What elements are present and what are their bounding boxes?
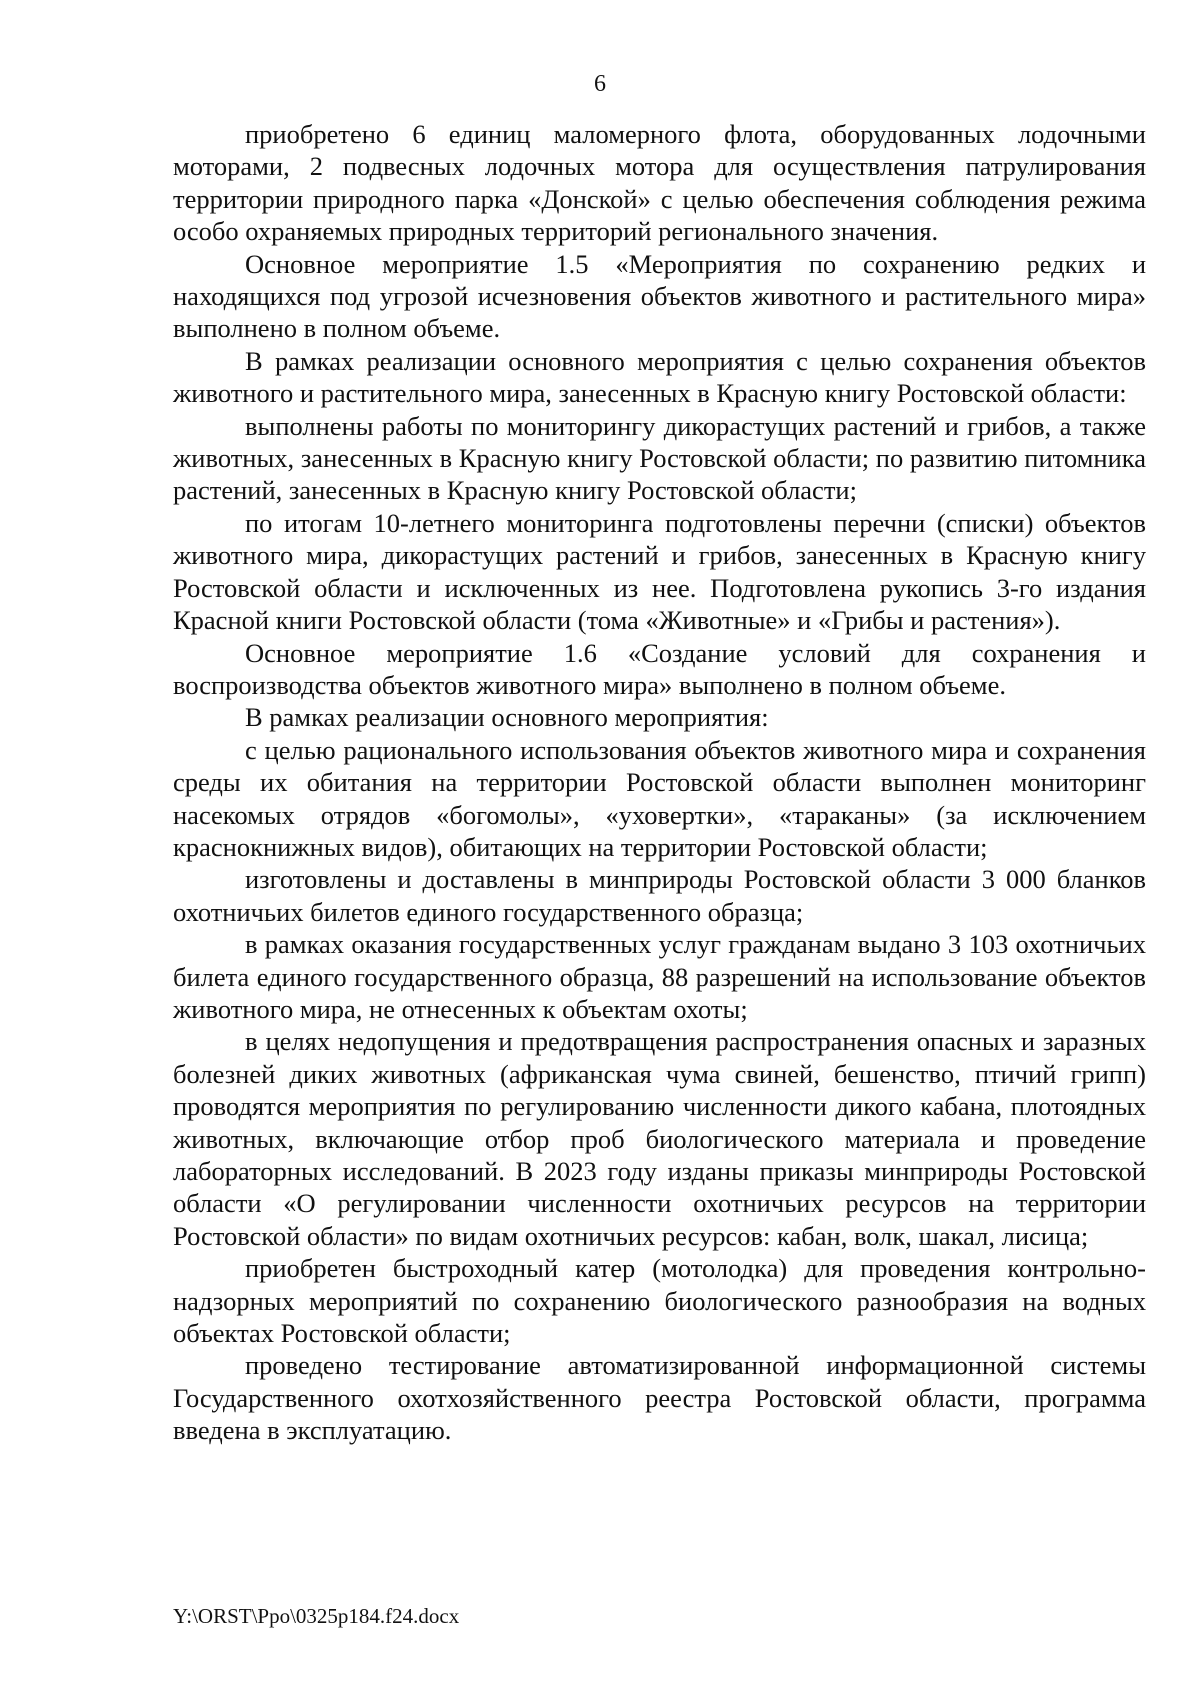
paragraph: по итогам 10-летнего мониторинга подготовлены перечни (списки) объектов животного мира, дикорастущих растений и грибов, занесенных в Красную книгу Ростовской области и исключенных из нее. Подготовлена рукопись 3-го издания Красной книги Ростовской области (тома «Животные» и «Грибы и растения»). xyxy=(173,507,1146,636)
paragraph: приобретен быстроходный катер (мотолодка) для проведения контрольно-надзорных мероприятий по сохранению биологического разнообразия на водных объектах Ростовской области; xyxy=(173,1253,1146,1349)
document-body xyxy=(173,118,1146,1447)
paragraph: проведено тестирование автоматизированной информационной системы Государственного охотхозяйственного реестра Ростовской области, программа введена в эксплуатацию. xyxy=(173,1350,1146,1446)
paragraph: изготовлены и доставлены в минприроды Ростовской области 3 000 бланков охотничьих билетов единого государственного образца; xyxy=(173,864,1146,927)
paragraph: в рамках оказания государственных услуг гражданам выдано 3 103 охотничьих билета единого государственного образца, 88 разрешений на использование объектов животного мира, не отнесенных к объектам охоты; xyxy=(173,929,1146,1024)
paragraph: в целях недопущения и предотвращения распространения опасных и заразных болезней диких животных (африканская чума свиней, бешенство, птичий грипп) проводятся мероприятия по регулированию численности дикого кабана, плотоядных животных, включающие отбор проб биологического материала и проведение лабораторных исследований. В 2023 году изданы приказы минприроды Ростовской области «О регулировании численности охотничьих ресурсов на территории Ростовской области» по видам охотничьих ресурсов: кабан, волк, шакал, лисица; xyxy=(173,1026,1146,1251)
paragraph: Основное мероприятие 1.5 «Мероприятия по сохранению редких и находящихся под угрозой исчезновения объектов животного и растительного мира» выполнено в полном объеме. xyxy=(173,248,1146,344)
paragraph: с целью рационального использования объектов животного мира и сохранения среды их обитания на территории Ростовской области выполнен мониторинг насекомых отрядов «богомолы», «уховертки», «тараканы» (за исключением краснокнижных видов), обитающих на территории Ростовской области; xyxy=(173,734,1146,862)
paragraph: Основное мероприятие 1.6 «Создание условий для сохранения и воспроизводства объектов животного мира» выполнено в полном объеме. xyxy=(173,637,1146,700)
paragraph: В рамках реализации основного мероприятия с целью сохранения объектов животного и растительного мира, занесенных в Красную книгу Ростовской области: xyxy=(173,345,1146,409)
paragraph: выполнены работы по мониторингу дикорастущих растений и грибов, а также животных, занесенных в Красную книгу Ростовской области; по развитию питомника растений, занесенных в Красную книгу Ростовской области; xyxy=(173,410,1146,506)
page-number: 6 xyxy=(594,71,606,97)
footer-file-path: Y:\ORST\Ppo\0325p184.f24.docx xyxy=(173,1604,460,1628)
paragraph: приобретено 6 единиц маломерного флота, оборудованных лодочными моторами, 2 подвесных лодочных мотора для осуществления патрулирования территории природного парка «Донской» с целью обеспечения соблюдения режима особо охраняемых природных территорий регионального значения. xyxy=(173,119,1146,247)
paragraph: В рамках реализации основного мероприятия: xyxy=(245,702,769,733)
